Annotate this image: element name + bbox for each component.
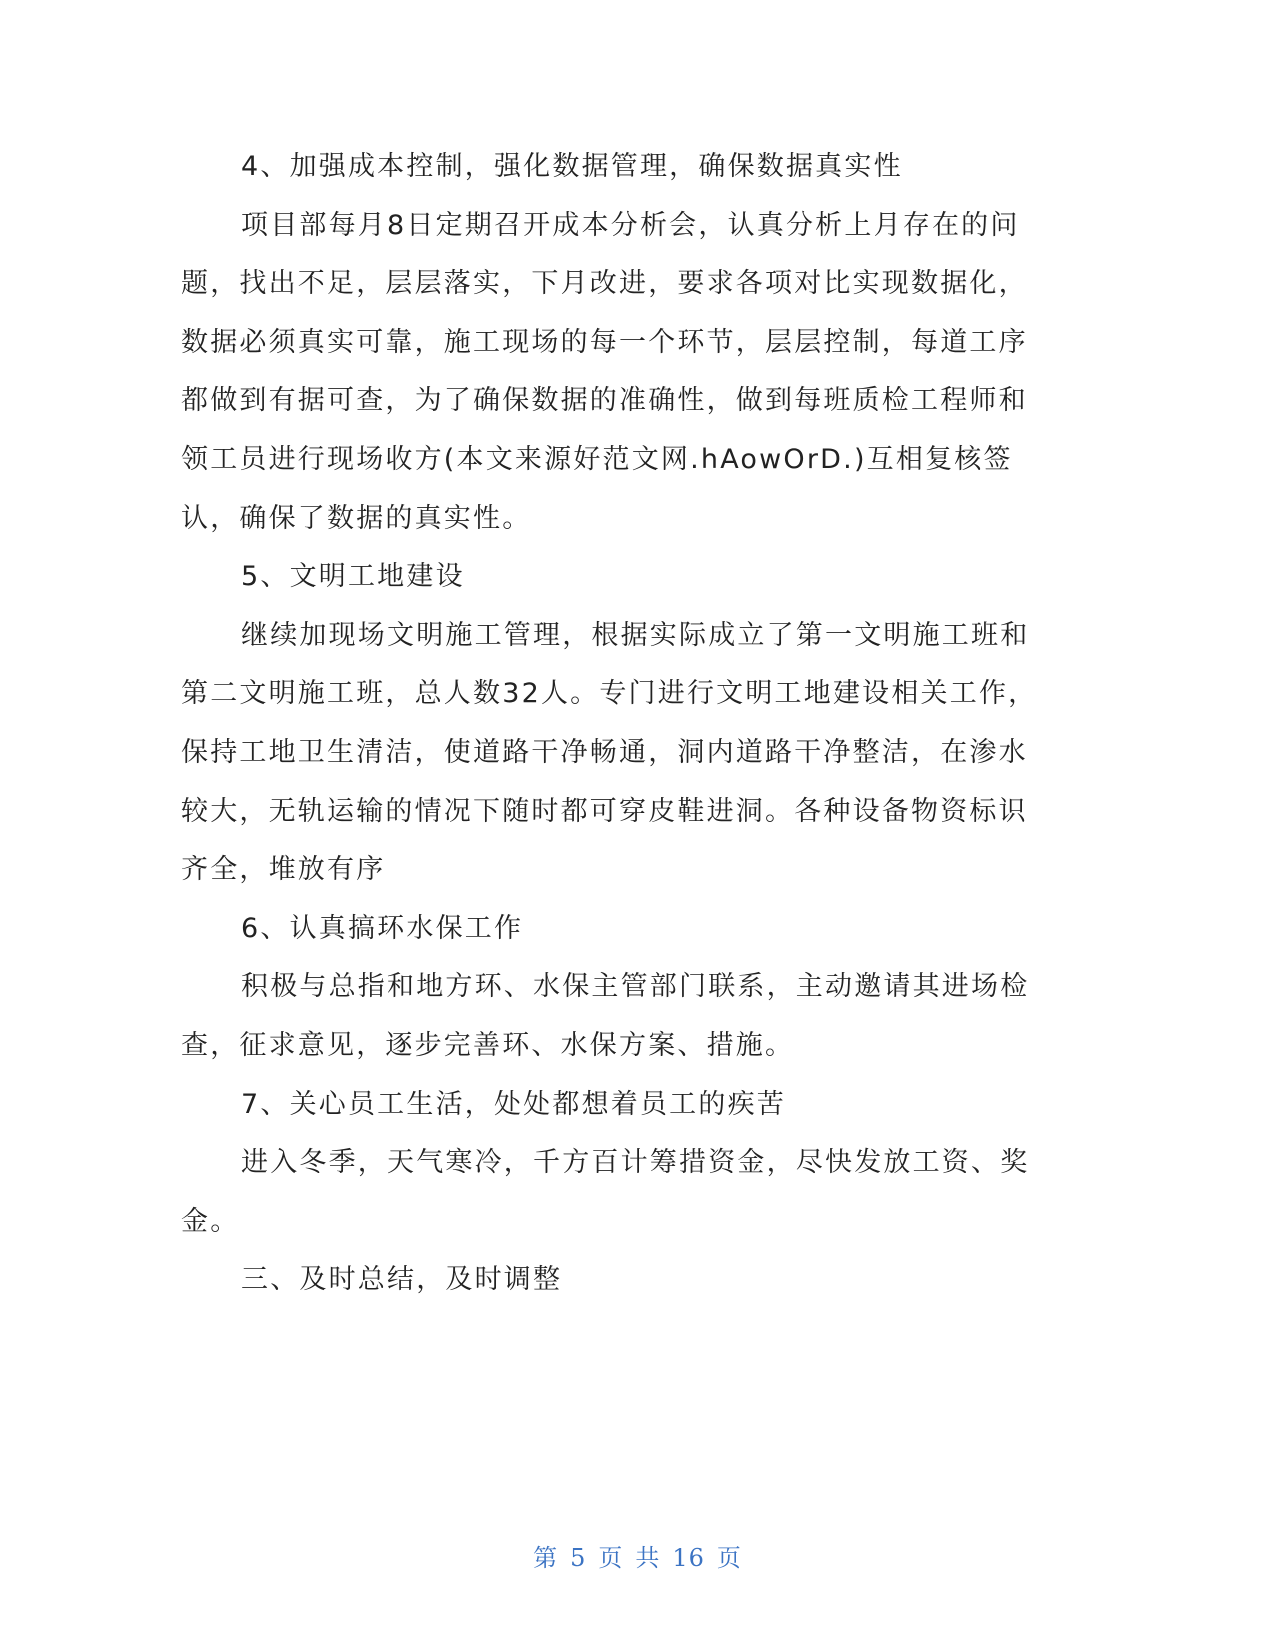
section-heading-summary: 三、及时总结，及时调整 (241, 1264, 563, 1296)
section-heading-environment: 6、认真搞环水保工作 (241, 912, 524, 944)
document-body (181, 138, 1051, 1310)
paragraph-staff-care: 进入冬季，天气寒冷，千方百计筹措资金，尽快发放工资、奖金。 (181, 1147, 1030, 1237)
section-heading-staff-care: 7、关心员工生活，处处都想着员工的疾苦 (241, 1088, 786, 1120)
section-heading-cost-control: 4、加强成本控制，强化数据管理，确保数据真实性 (241, 151, 903, 182)
footer-total-pages: 16 (672, 1544, 705, 1572)
footer-page-label: 页 (598, 1544, 624, 1572)
page-footer (0, 1538, 1275, 1573)
section-heading-civilized-site: 5、文明工地建设 (241, 561, 465, 593)
footer-current-page: 5 (570, 1544, 587, 1572)
footer-suffix: 页 (716, 1544, 742, 1572)
paragraph-environment: 积极与总指和地方环、水保主管部门联系，主动邀请其进场检查，征求意见，逐步完善环、水保方案、措施。 (181, 971, 1030, 1061)
footer-prefix: 第 (533, 1544, 559, 1572)
paragraph-cost-analysis: 项目部每月8日定期召开成本分析会，认真分析上月存在的问题，找出不足，层层落实，下月改进，要求各项对比实现数据化，数据必须真实可靠，施工现场的每一个环节，层层控制，每道工序都做到有据可查，为了确保数据的准确性，做到每班质检工程师和领工员进行现场收方(本文来源好范文网.hAowOrD.)互相复核签认，确保了数据的真实性。 (181, 209, 1028, 534)
footer-total-label: 共 (635, 1544, 661, 1572)
paragraph-civilized-construction: 继续加现场文明施工管理，根据实际成立了第一文明施工班和第二文明施工班，总人数32人。专门进行文明工地建设相关工作，保持工地卫生清洁，使道路干净畅通，洞内道路干净整洁，在渗水较大，无轨运输的情况下随时都可穿皮鞋进洞。各种设备物资标识齐全，堆放有序 (181, 619, 1038, 886)
